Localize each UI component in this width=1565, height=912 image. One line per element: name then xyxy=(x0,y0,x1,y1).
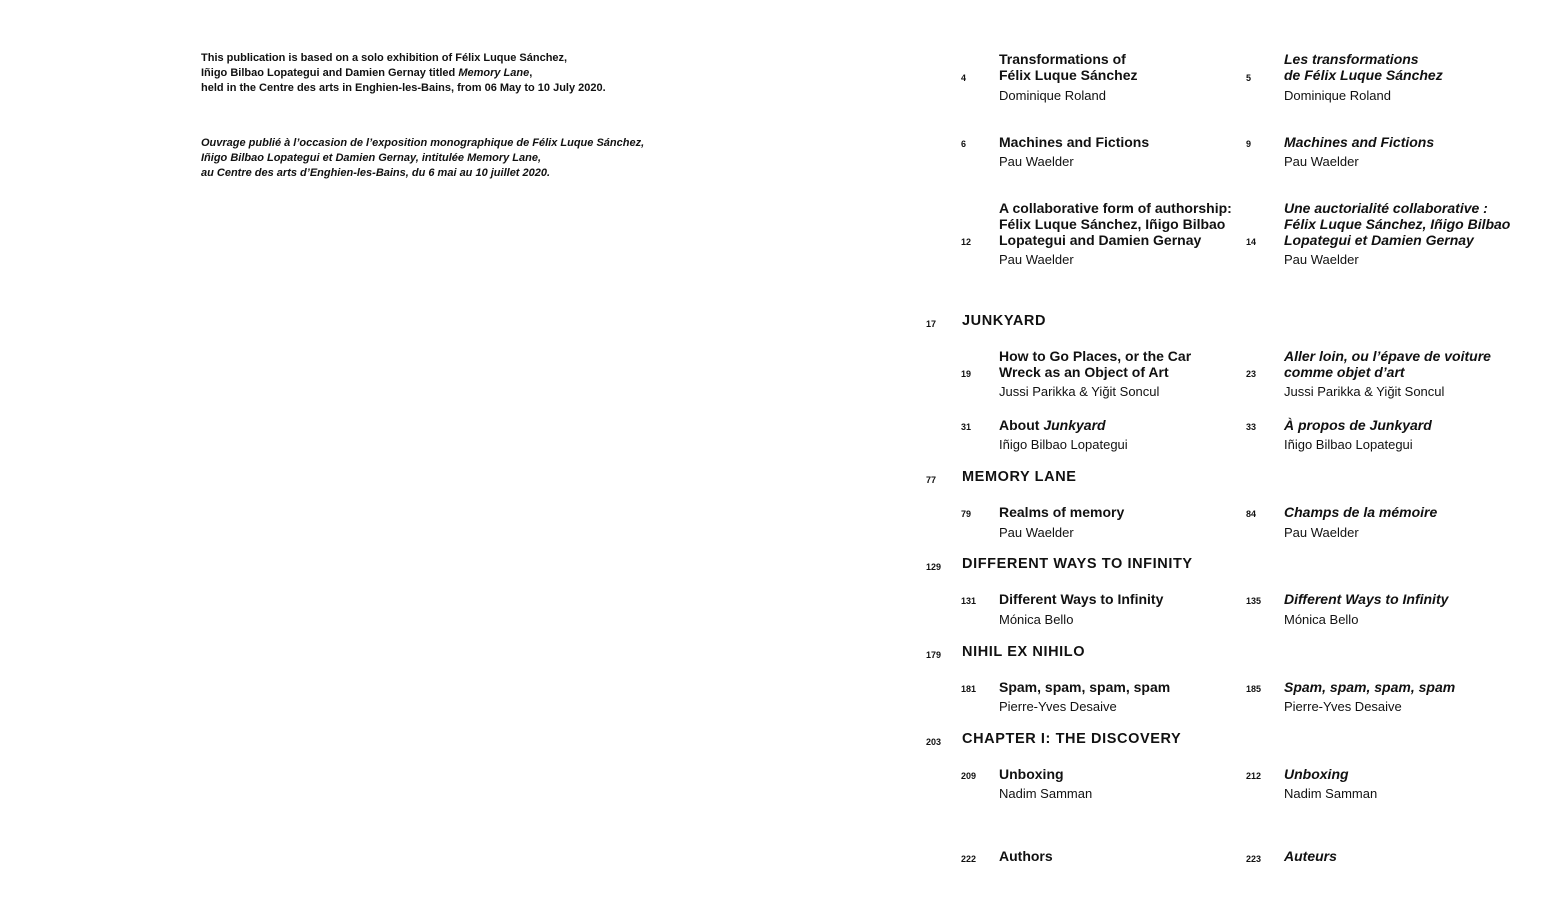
entry-title xyxy=(999,417,1106,433)
page-number: 84 xyxy=(1246,509,1257,519)
entry-title: Authors xyxy=(999,848,1053,864)
page-number: 23 xyxy=(1246,369,1257,379)
entry-title-fr: Machines and Fictions xyxy=(1284,134,1435,150)
page-number: 185 xyxy=(1246,684,1262,694)
entry-title xyxy=(999,51,1137,83)
section-heading: NIHIL EX NIHILO xyxy=(962,644,1086,660)
entry-author-fr: Nadim Samman xyxy=(1284,786,1378,801)
intro-en-text: Iñigo Bilbao Lopategui and Damien Gernay titled xyxy=(201,67,459,79)
entry-title-fr: Champs de la mémoire xyxy=(1284,504,1438,520)
entry-author-fr: Dominique Roland xyxy=(1284,88,1391,103)
section-page-number: 203 xyxy=(926,737,942,747)
title-line: Félix Luque Sánchez, Iñigo Bilbao xyxy=(999,216,1226,232)
section-heading: JUNKYARD xyxy=(962,313,1047,329)
page-number: 209 xyxy=(961,771,977,781)
title-line: comme objet d’art xyxy=(1284,364,1405,380)
entry-author-fr: Iñigo Bilbao Lopategui xyxy=(1284,437,1413,452)
intro-en-line: held in the Centre des arts in Enghien-les-Bains, from 06 May to 10 July 2020. xyxy=(201,82,606,94)
intro-french xyxy=(201,136,721,181)
entry-title-fr: À propos de Junkyard xyxy=(1284,417,1432,433)
page-number: 33 xyxy=(1246,422,1257,432)
entry-author: Pau Waelder xyxy=(999,154,1074,169)
page-number: 131 xyxy=(961,596,977,606)
page-number: 181 xyxy=(961,684,977,694)
title-line: Une auctorialité collaborative : xyxy=(1284,200,1488,216)
title-line: Aller loin, ou l’épave de voiture xyxy=(1284,348,1491,364)
entry-author: Pau Waelder xyxy=(999,252,1074,267)
title-text: About xyxy=(999,417,1044,433)
entry-title-fr: Different Ways to Infinity xyxy=(1284,591,1449,607)
entry-title-fr xyxy=(1284,348,1491,380)
page-number: 12 xyxy=(961,237,972,247)
entry-title: Different Ways to Infinity xyxy=(999,591,1164,607)
title-line: Félix Luque Sánchez xyxy=(999,67,1138,83)
page-number: 6 xyxy=(961,139,967,149)
section-page-number: 17 xyxy=(926,319,937,329)
intro-en-text: , xyxy=(529,67,533,79)
page-number: 9 xyxy=(1246,139,1252,149)
page-number: 5 xyxy=(1246,73,1252,83)
entry-title-fr: Unboxing xyxy=(1284,766,1349,782)
entry-author-fr: Mónica Bello xyxy=(1284,612,1359,627)
intro-fr-line: au Centre des arts d’Enghien-les-Bains, du 6 mai au 10 juillet 2020. xyxy=(201,167,551,179)
entry-author: Pau Waelder xyxy=(999,525,1074,540)
title-line: de Félix Luque Sánchez xyxy=(1284,67,1443,83)
entry-author-fr: Jussi Parikka & Yiğit Soncul xyxy=(1284,384,1445,399)
entry-author-fr: Pierre-Yves Desaive xyxy=(1284,699,1402,714)
entry-title: Realms of memory xyxy=(999,504,1125,520)
entry-author-fr: Pau Waelder xyxy=(1284,154,1359,169)
section-heading: MEMORY LANE xyxy=(962,469,1077,485)
page-number: 19 xyxy=(961,369,972,379)
title-line: Les transformations xyxy=(1284,51,1419,67)
title-line: Wreck as an Object of Art xyxy=(999,364,1169,380)
title-line: Transformations of xyxy=(999,51,1126,67)
title-line: How to Go Places, or the Car xyxy=(999,348,1192,364)
entry-title-fr: Spam, spam, spam, spam xyxy=(1284,679,1456,695)
title-emphasis: Junkyard xyxy=(1043,417,1106,433)
entry-title: Unboxing xyxy=(999,766,1064,782)
title-line: Félix Luque Sánchez, Iñigo Bilbao xyxy=(1284,216,1511,232)
entry-author-fr: Pau Waelder xyxy=(1284,252,1359,267)
entry-author-fr: Pau Waelder xyxy=(1284,525,1359,540)
intro-en-line xyxy=(201,66,721,81)
intro-fr-line: Ouvrage publié à l’occasion de l’exposition monographique de Félix Luque Sánchez, xyxy=(201,137,645,149)
entry-author: Jussi Parikka & Yiğit Soncul xyxy=(999,384,1160,399)
entry-title-fr: Auteurs xyxy=(1284,848,1337,864)
intro-fr-line: Iñigo Bilbao Lopategui et Damien Gernay, intitulée Memory Lane, xyxy=(201,152,542,164)
page-number: 222 xyxy=(961,854,977,864)
title-line: Lopategui et Damien Gernay xyxy=(1284,232,1474,248)
entry-author: Nadim Samman xyxy=(999,786,1093,801)
intro-en-line: This publication is based on a solo exhibition of Félix Luque Sánchez, xyxy=(201,52,568,64)
section-heading: DIFFERENT WAYS TO INFINITY xyxy=(962,556,1193,572)
entry-title xyxy=(999,200,1232,248)
intro-en-exhibition-title: Memory Lane xyxy=(458,67,530,79)
entry-title-fr xyxy=(1284,200,1510,248)
entry-title xyxy=(999,348,1191,380)
section-page-number: 129 xyxy=(926,562,942,572)
page-number: 31 xyxy=(961,422,972,432)
page-number: 79 xyxy=(961,509,972,519)
intro-english xyxy=(201,51,721,96)
page-number: 223 xyxy=(1246,854,1262,864)
section-page-number: 77 xyxy=(926,475,937,485)
entry-author: Pierre-Yves Desaive xyxy=(999,699,1117,714)
entry-title: Spam, spam, spam, spam xyxy=(999,679,1171,695)
page-number: 135 xyxy=(1246,596,1262,606)
entry-author: Dominique Roland xyxy=(999,88,1106,103)
page-number: 212 xyxy=(1246,771,1262,781)
entry-title-fr xyxy=(1284,51,1443,83)
section-heading: CHAPTER I: THE DISCOVERY xyxy=(962,731,1182,747)
title-line: A collaborative form of authorship: xyxy=(999,200,1232,216)
section-page-number: 179 xyxy=(926,650,942,660)
page-number: 14 xyxy=(1246,237,1257,247)
entry-author: Iñigo Bilbao Lopategui xyxy=(999,437,1128,452)
entry-author: Mónica Bello xyxy=(999,612,1074,627)
title-line: Lopategui and Damien Gernay xyxy=(999,232,1202,248)
entry-title: Machines and Fictions xyxy=(999,134,1150,150)
page-number: 4 xyxy=(961,73,967,83)
